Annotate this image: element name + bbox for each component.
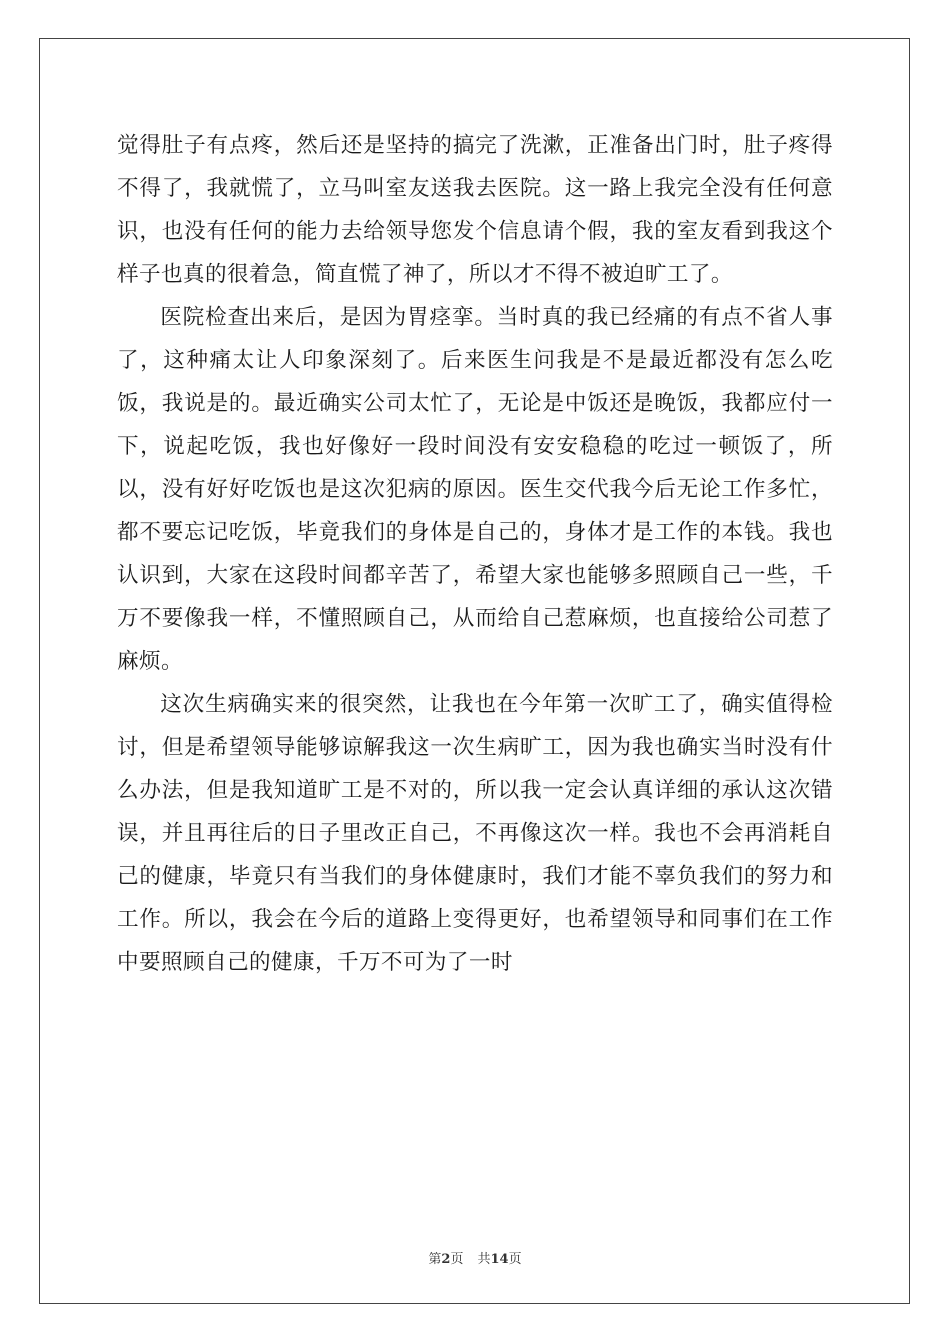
page-footer	[0, 1248, 950, 1267]
paragraph-3: 这次生病确实来的很突然，让我也在今年第一次旷工了，确实值得检讨，但是希望领导能够谅解我这一次生病旷工，因为我也确实当时没有什么办法，但是我知道旷工是不对的，所以我一定会认真详细的承认这次错误，并且再往后的日子里改正自己，不再像这次一样。我也不会再消耗自己的健康，毕竟只有当我们的身体健康时，我们才能不辜负我们的努力和工作。所以，我会在今后的道路上变得更好，也希望领导和同事们在工作中要照顾自己的健康，千万不可为了一时	[117, 692, 833, 975]
page-suffix: 页	[450, 1252, 464, 1267]
page-prefix: 第	[428, 1252, 442, 1267]
total-pages-number: 14	[490, 1252, 509, 1267]
paragraph-1: 觉得肚子有点疼，然后还是坚持的搞完了洗漱，正准备出门时，肚子疼得不得了，我就慌了，立马叫室友送我去医院。这一路上我完全没有任何意识，也没有任何的能力去给领导您发个信息请个假，我的室友看到我这个样子也真的很着急，简直慌了神了，所以才不得不被迫旷工了。	[117, 133, 833, 287]
current-page-number: 2	[441, 1252, 451, 1267]
document-body	[117, 124, 833, 984]
paragraph-2: 医院检查出来后，是因为胃痉挛。当时真的我已经痛的有点不省人事了，这种痛太让人印象深刻了。后来医生问我是不是最近都没有怎么吃饭，我说是的。最近确实公司太忙了，无论是中饭还是晚饭，我都应付一下，说起吃饭，我也好像好一段时间没有安安稳稳的吃过一顿饭了，所以，没有好好吃饭也是这次犯病的原因。医生交代我今后无论工作多忙，都不要忘记吃饭，毕竟我们的身体是自己的，身体才是工作的本钱。我也认识到，大家在这段时间都辛苦了，希望大家也能够多照顾自己一些，千万不要像我一样，不懂照顾自己，从而给自己惹麻烦，也直接给公司惹了麻烦。	[117, 305, 833, 674]
total-prefix: 共	[477, 1252, 491, 1267]
total-suffix: 页	[508, 1252, 522, 1267]
